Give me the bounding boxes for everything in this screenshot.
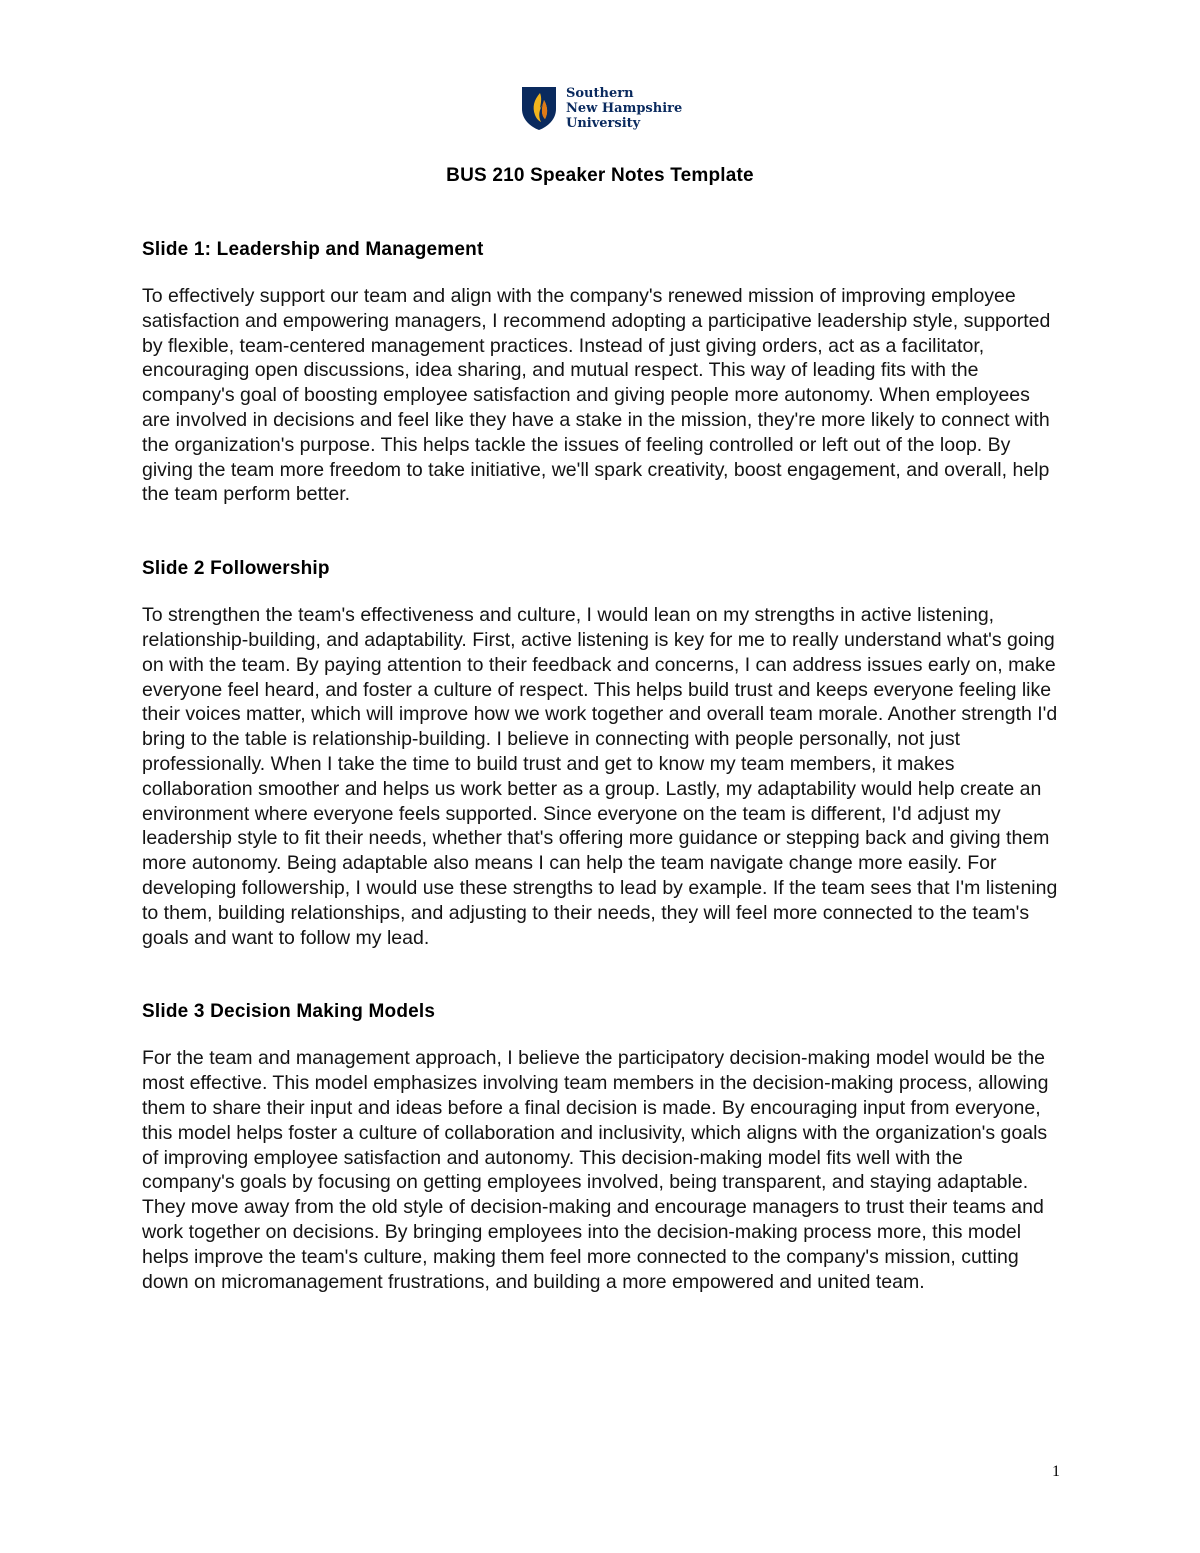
document-content — [142, 238, 1060, 1294]
section-slide-1 — [142, 238, 1060, 507]
section-slide-3 — [142, 1000, 1060, 1294]
logo-line-1: Southern — [566, 85, 634, 101]
flame-shield-icon — [520, 85, 558, 131]
document-title: BUS 210 Speaker Notes Template — [446, 165, 754, 186]
section-heading: Slide 1: Leadership and Management — [142, 239, 484, 260]
logo-line-2: New Hampshire — [566, 100, 683, 116]
section-slide-2 — [142, 557, 1060, 950]
section-heading: Slide 3 Decision Making Models — [142, 1001, 436, 1023]
section-paragraph: To strengthen the team's effectiveness and culture, I would lean on my strengths in active listening, relationship-building, and adaptability. First, active listening is key for me to really understand what's going on with the team. By paying attention to their feedback and concerns, I can address issues early on, make everyone feel heard, and foster a culture of respect. This helps build trust and keeps everyone feeling like their voices matter, which will improve how we work together and overall team morale. Another strength I'd bring to the table is relationship-building. I believe in connecting with people personally, not just professionally. When I take the time to build trust and get to know my team members, it makes collaboration smoother and helps us work better as a group. Lastly, my adaptability would help create an environment where everyone feels supported. Since everyone on the team is different, I'd adjust my leadership style to fit their needs, whether that's offering more guidance or stepping back and giving them more autonomy. Being adaptable also means I can help the team navigate change more easily. For developing followership, I would use these strengths to lead by example. If the team sees that I'm listening to them, building relationships, and adjusting to their needs, they will feel more connected to the team's goals and want to follow my lead. — [142, 604, 1058, 949]
logo-line-3: University — [566, 115, 641, 131]
section-paragraph: For the team and management approach, I believe the participatory decision-making model would be the most effective. This model emphasizes involving team members in the decision-making process, allowing them to share their input and ideas before a final decision is made. By encouraging input from everyone, this model helps foster a culture of collaboration and inclusivity, which aligns with the organization's goals of improving employee satisfaction and autonomy. This decision-making model fits well with the company's goals by focusing on getting employees involved, being transparent, and staying adaptable. They move away from the old style of decision-making and encourage managers to trust their teams and work together on decisions. By bringing employees into the decision-making process more, this model helps improve the team's culture, making them feel more connected to the company's mission, cutting down on micromanagement frustrations, and building a more empowered and united team. — [142, 1047, 1049, 1293]
page-number: 1 — [1052, 1463, 1060, 1480]
university-logo — [520, 84, 682, 132]
section-heading: Slide 2 Followership — [142, 558, 330, 580]
section-paragraph: To effectively support our team and align with the company's renewed mission of improving employee satisfaction and empowering managers, I recommend adopting a participative leadership style, supported by flexible, team-centered management practices. Instead of just giving orders, act as a facilitator, encouraging open discussions, idea sharing, and mutual respect. This way of leading fits with the company's goal of boosting employee satisfaction and giving people more autonomy. When employees are involved in decisions and feel like they have a stake in the mission, they're more likely to connect with the organization's purpose. This helps tackle the issues of feeling controlled or left out of the loop. By giving the team more freedom to take initiative, we'll spark creativity, boost engagement, and overall, help the team perform better. — [142, 285, 1051, 506]
university-wordmark — [566, 86, 682, 131]
